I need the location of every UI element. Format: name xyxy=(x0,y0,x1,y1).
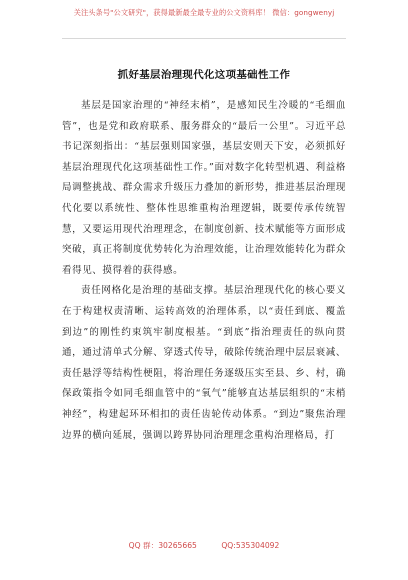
paragraph: 责任网格化是治理的基础支撑。基层治理现代化的核心要义在于构建权责清晰、运转高效的治理体系，以“责任到底、覆盖到边”的刚性约束筑牢制度根基。“到底”指治理责任的纵向贯通，通过清单式分解、穿透式传导，破除传统治理中层层衰减、责任悬浮等结构性梗阻，将治理任务逐级压实至县、乡、村，确保政策指令如同毛细血管中的“氧气”能够直达基层组织的“末梢神经”，构建起环环相扣的责任齿轮传动体系。“到边”聚焦治理边界的横向延展，强调以跨界协同治理理念重构治理格局，打 xyxy=(62,285,346,441)
paragraph: 基层是国家治理的“神经末梢”，是感知民生冷暖的“毛细血管”，也是党和政府联系、服务群众的“最后一公里”。习近平总书记深刻指出：“基层强则国家强，基层安则天下安，必须抓好基层治理现代化这项基础性工作。”面对数字化转型机遇、利益格局调整挑战、群众需求升级压力叠加的新形势，推进基层治理现代化要以系统性、整体性思维重构治理逻辑，既要传承传统智慧，又要运用现代治理理念，在制度创新、技术赋能等方面形成突破，真正将制度优势转化为治理效能，让治理效能转化为群众看得见、摸得着的获得感。 xyxy=(62,100,346,276)
header-divider xyxy=(62,38,346,39)
header-banner: 关注头条号"公文研究"，获得最新最全最专业的公文资料库！ 微信：gongwenyj xyxy=(73,8,335,17)
footer-qq-id: QQ:535304092 xyxy=(221,541,280,550)
footer-contact xyxy=(0,540,408,551)
document-title: 抓好基层治理现代化这项基础性工作 xyxy=(117,69,291,81)
document-body xyxy=(62,96,346,446)
footer-qq-group: QQ 群：30265665 xyxy=(128,541,197,550)
